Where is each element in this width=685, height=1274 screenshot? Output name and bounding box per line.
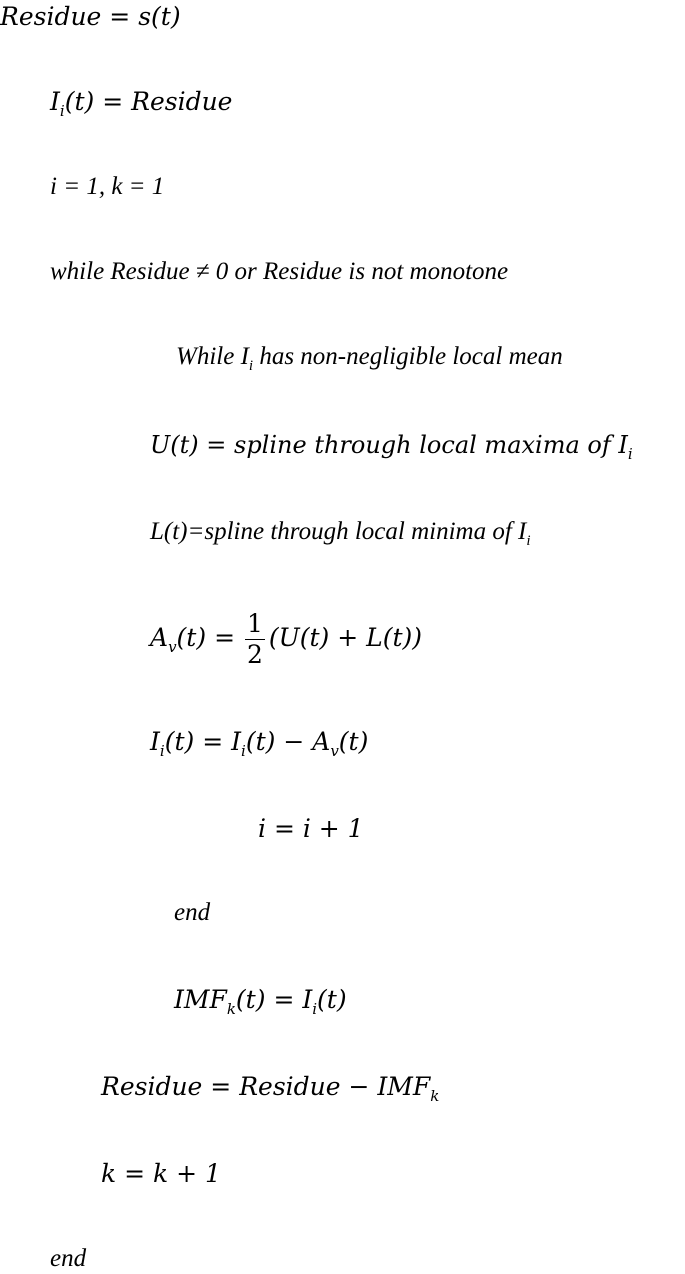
residue-var: Residue — [101, 1072, 203, 1101]
equals-sign: = — [210, 1072, 240, 1101]
inner-while-sub: i — [248, 358, 254, 374]
step-increment-k — [101, 1159, 221, 1189]
counters-text: i = 1, k = 1 — [50, 173, 165, 200]
ii-subscript: i — [312, 1000, 318, 1018]
equals-sign: = — [102, 87, 132, 116]
inner-while-post: has non-negligible local mean — [253, 343, 563, 370]
equals-sign: = — [202, 727, 232, 756]
outer-while-header — [50, 257, 508, 287]
step-init-ii — [50, 87, 233, 120]
increment-i-text: i = i + 1 — [258, 814, 364, 843]
minus-sign: − — [283, 727, 313, 756]
residue-var: Residue — [0, 2, 102, 31]
av-base: A — [150, 623, 169, 652]
equals-sign: = — [214, 623, 243, 652]
ii-arg: (t) — [164, 727, 195, 756]
signal-expr: s(t) — [138, 2, 181, 31]
imf-subscript: k — [430, 1087, 440, 1105]
imf-subscript: k — [226, 1000, 236, 1018]
av-arg: (t) — [338, 727, 369, 756]
ii-arg: (t) — [245, 727, 276, 756]
inner-while-pre: While I — [176, 343, 249, 370]
inner-while-header — [176, 342, 563, 372]
lower-env-text: L(t)=spline through local minima of I — [150, 518, 527, 545]
ii-subscript: i — [159, 742, 165, 760]
increment-k-text: k = k + 1 — [101, 1159, 221, 1188]
outer-while-text: while Residue ≠ 0 or Residue is not monotone — [50, 258, 509, 285]
equals-sign: = — [109, 2, 139, 31]
av-subscript: v — [330, 742, 339, 760]
upper-env-expr: spline through local maxima of I — [234, 431, 628, 459]
outer-end-keyword: end — [50, 1245, 87, 1272]
step-sift-update — [150, 727, 369, 760]
residue-var: Residue — [131, 87, 233, 116]
step-increment-i — [258, 814, 364, 844]
half-fraction — [245, 609, 265, 670]
residue-var: Residue — [239, 1072, 341, 1101]
step-residue-init — [0, 2, 181, 32]
ii-arg: (t) — [64, 87, 95, 116]
ii-base: I — [50, 87, 60, 116]
ii-subscript: i — [241, 742, 246, 760]
step-lower-envelope — [150, 517, 531, 547]
equals-sign: = — [206, 431, 234, 459]
step-imf-assign — [174, 985, 347, 1018]
ii-subscript: i — [59, 102, 65, 120]
step-upper-envelope — [150, 430, 633, 463]
imf-base: IMF — [174, 985, 227, 1014]
upper-env-sub: i — [627, 445, 633, 463]
step-mean-envelope — [150, 606, 422, 670]
ii-arg: (t) — [317, 985, 347, 1014]
step-counters-init — [50, 172, 164, 202]
envelope-sum: (U(t) + L(t)) — [268, 623, 422, 652]
ii-base: I — [150, 727, 160, 756]
inner-end-keyword: end — [174, 899, 211, 926]
fraction-numerator: 1 — [246, 609, 263, 638]
imf-base: IMF — [377, 1072, 431, 1101]
imf-arg: (t) — [235, 985, 266, 1014]
minus-sign: − — [348, 1072, 378, 1101]
step-residue-update — [101, 1072, 440, 1105]
equals-sign: = — [273, 985, 303, 1014]
inner-while-end — [174, 898, 210, 928]
fraction-denominator: 2 — [246, 640, 263, 669]
av-arg: (t) — [176, 623, 207, 652]
upper-env-var: U(t) — [150, 431, 199, 459]
ii-base: I — [231, 727, 242, 756]
av-subscript: v — [168, 638, 177, 656]
lower-env-sub: i — [526, 533, 531, 549]
av-base: A — [312, 727, 331, 756]
ii-base: I — [302, 985, 313, 1014]
